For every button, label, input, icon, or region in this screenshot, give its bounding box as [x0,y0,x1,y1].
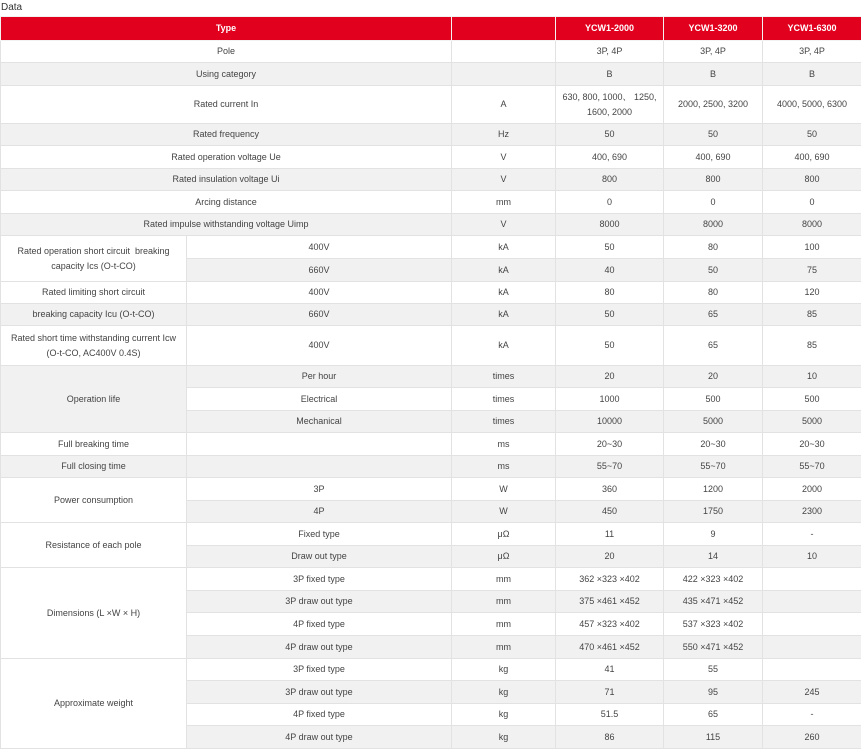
cell-value: 51.5 [556,704,664,726]
row-unit: kA [452,282,556,304]
cell-value: 2300 [763,501,861,523]
row-sub-label [187,456,452,478]
row-unit: times [452,411,556,433]
table-row [1,236,861,259]
cell-value: 1750 [664,501,763,523]
table-row [1,191,861,214]
cell-value: 470 ×461 ×452 [556,636,664,659]
cell-value: 360 [556,478,664,501]
row-label: breaking capacity Icu (O-t-CO) [1,304,187,326]
row-label: Rated short time withstanding current Icw (O-t-CO, AC400V 0.4S) [1,326,187,366]
row-label: Rated limiting short circuit [1,282,187,304]
row-sub-label: Fixed type [187,523,452,546]
row-unit: mm [452,613,556,636]
cell-value [763,613,861,636]
cell-value: 3P, 4P [664,41,763,63]
cell-value: 8000 [664,214,763,236]
row-unit [452,41,556,63]
header-model-2: YCW1-3200 [664,17,763,41]
cell-value: 75 [763,259,861,282]
page-label: Data [1,2,23,13]
cell-value: 400, 690 [556,146,664,169]
row-unit: W [452,501,556,523]
row-label: Rated frequency [1,124,452,146]
table-row [1,523,861,546]
cell-value: 50 [763,124,861,146]
cell-value: 55 [664,659,763,681]
header-model-1: YCW1-2000 [556,17,664,41]
row-sub-label: Draw out type [187,546,452,568]
table-row [1,456,861,478]
cell-value: 40 [556,259,664,282]
cell-value: 55~70 [556,456,664,478]
row-label: Rated operation voltage Ue [1,146,452,169]
cell-value: 800 [664,169,763,191]
cell-value: 20~30 [664,433,763,456]
cell-value: 85 [763,304,861,326]
row-unit: kA [452,259,556,282]
cell-value: 20~30 [763,433,861,456]
cell-value: 80 [664,282,763,304]
row-unit: kg [452,704,556,726]
row-unit: Hz [452,124,556,146]
table-row [1,326,861,366]
row-sub-label: 3P fixed type [187,568,452,591]
table-row [1,124,861,146]
table-row [1,214,861,236]
row-sub-label: 3P fixed type [187,659,452,681]
cell-value: 0 [664,191,763,214]
table-row [1,282,861,304]
cell-value: 0 [763,191,861,214]
cell-value: 20 [664,366,763,388]
row-unit: kg [452,681,556,704]
row-unit: kA [452,236,556,259]
table-row [1,478,861,501]
cell-value: 100 [763,236,861,259]
cell-value: 50 [556,124,664,146]
cell-value: 10 [763,546,861,568]
cell-value: 0 [556,191,664,214]
header-unit [452,17,556,41]
cell-value: 537 ×323 ×402 [664,613,763,636]
cell-value [763,591,861,613]
table-row [1,304,861,326]
cell-value: 5000 [664,411,763,433]
row-sub-label: 3P draw out type [187,681,452,704]
cell-value: B [664,63,763,86]
row-sub-label [187,433,452,456]
specification-table [0,16,861,749]
row-group-label: Resistance of each pole [1,523,187,568]
cell-value: 55~70 [664,456,763,478]
row-sub-label: 4P draw out type [187,636,452,659]
row-label: Using category [1,63,452,86]
cell-value: 450 [556,501,664,523]
cell-value: 65 [664,304,763,326]
row-sub-label: 400V [187,282,452,304]
table-row [1,169,861,191]
cell-value [763,636,861,659]
row-unit: mm [452,191,556,214]
cell-value: 86 [556,726,664,749]
row-label: Rated impulse withstanding voltage Uimp [1,214,452,236]
row-sub-label: 400V [187,326,452,366]
cell-value: 85 [763,326,861,366]
cell-value: 3P, 4P [763,41,861,63]
row-label: Pole [1,41,452,63]
row-sub-label: Electrical [187,388,452,411]
row-sub-label: 3P [187,478,452,501]
cell-value: 800 [556,169,664,191]
cell-value: 260 [763,726,861,749]
cell-value: 5000 [763,411,861,433]
row-unit: V [452,146,556,169]
row-sub-label: 4P fixed type [187,613,452,636]
cell-value: 245 [763,681,861,704]
cell-value: 20 [556,546,664,568]
row-sub-label: 3P draw out type [187,591,452,613]
cell-value: 120 [763,282,861,304]
row-group-label: Dimensions (L ×W × H) [1,568,187,659]
cell-value: 3P, 4P [556,41,664,63]
row-sub-label: 4P fixed type [187,704,452,726]
row-unit: times [452,388,556,411]
cell-value: 362 ×323 ×402 [556,568,664,591]
cell-value: 8000 [556,214,664,236]
cell-value: - [763,523,861,546]
table-row [1,366,861,388]
cell-value: 400, 690 [664,146,763,169]
row-label: Rated insulation voltage Ui [1,169,452,191]
row-unit: kg [452,659,556,681]
cell-value: 50 [664,259,763,282]
cell-value: 80 [556,282,664,304]
cell-value: 55~70 [763,456,861,478]
row-unit: ms [452,433,556,456]
table-row [1,41,861,63]
cell-value: 4000, 5000, 6300 [763,86,861,124]
row-unit: A [452,86,556,124]
cell-value: 1000 [556,388,664,411]
row-unit: V [452,214,556,236]
cell-value: 50 [556,236,664,259]
row-unit: kA [452,326,556,366]
cell-value: 50 [556,326,664,366]
cell-value [763,568,861,591]
row-unit: times [452,366,556,388]
row-sub-label: 660V [187,259,452,282]
cell-value: 50 [664,124,763,146]
cell-value: 20 [556,366,664,388]
cell-value: 11 [556,523,664,546]
cell-value: 80 [664,236,763,259]
cell-value: 375 ×461 ×452 [556,591,664,613]
table-row [1,568,861,591]
row-label: Full breaking time [1,433,187,456]
cell-value: 65 [664,704,763,726]
row-unit: ms [452,456,556,478]
row-group-label: Operation life [1,366,187,433]
row-unit: mm [452,591,556,613]
cell-value: 500 [664,388,763,411]
row-unit: W [452,478,556,501]
table-row [1,659,861,681]
cell-value: 435 ×471 ×452 [664,591,763,613]
cell-value: 50 [556,304,664,326]
cell-value: 2000, 2500, 3200 [664,86,763,124]
table-row [1,63,861,86]
row-unit [452,63,556,86]
row-label: Full closing time [1,456,187,478]
cell-value: 65 [664,326,763,366]
row-unit: kg [452,726,556,749]
cell-value: - [763,704,861,726]
row-sub-label: 4P [187,501,452,523]
cell-value: 115 [664,726,763,749]
cell-value: B [763,63,861,86]
row-unit: mm [452,568,556,591]
row-group-label: Rated operation short circuit breaking capacity Ics (O-t-CO) [1,236,187,282]
header-type: Type [1,17,452,41]
cell-value: 630, 800, 1000、 1250, 1600, 2000 [556,86,664,124]
table-header-row [1,17,861,41]
cell-value: 800 [763,169,861,191]
cell-value: 8000 [763,214,861,236]
table-row [1,433,861,456]
cell-value: 1200 [664,478,763,501]
cell-value: 71 [556,681,664,704]
row-label: Rated current In [1,86,452,124]
cell-value: 550 ×471 ×452 [664,636,763,659]
row-unit: μΩ [452,523,556,546]
row-label: Arcing distance [1,191,452,214]
row-group-label: Approximate weight [1,659,187,749]
header-model-3: YCW1-6300 [763,17,861,41]
cell-value: 422 ×323 ×402 [664,568,763,591]
row-unit: μΩ [452,546,556,568]
row-unit: kA [452,304,556,326]
cell-value: 10000 [556,411,664,433]
cell-value: 400, 690 [763,146,861,169]
cell-value: 10 [763,366,861,388]
row-group-label: Power consumption [1,478,187,523]
row-unit: V [452,169,556,191]
table-row [1,86,861,124]
cell-value: 95 [664,681,763,704]
row-sub-label: 400V [187,236,452,259]
cell-value: 20~30 [556,433,664,456]
cell-value: B [556,63,664,86]
cell-value [763,659,861,681]
row-sub-label: 4P draw out type [187,726,452,749]
table-row [1,146,861,169]
row-sub-label: Mechanical [187,411,452,433]
cell-value: 500 [763,388,861,411]
cell-value: 14 [664,546,763,568]
cell-value: 457 ×323 ×402 [556,613,664,636]
row-sub-label: Per hour [187,366,452,388]
cell-value: 9 [664,523,763,546]
cell-value: 41 [556,659,664,681]
row-sub-label: 660V [187,304,452,326]
row-unit: mm [452,636,556,659]
cell-value: 2000 [763,478,861,501]
